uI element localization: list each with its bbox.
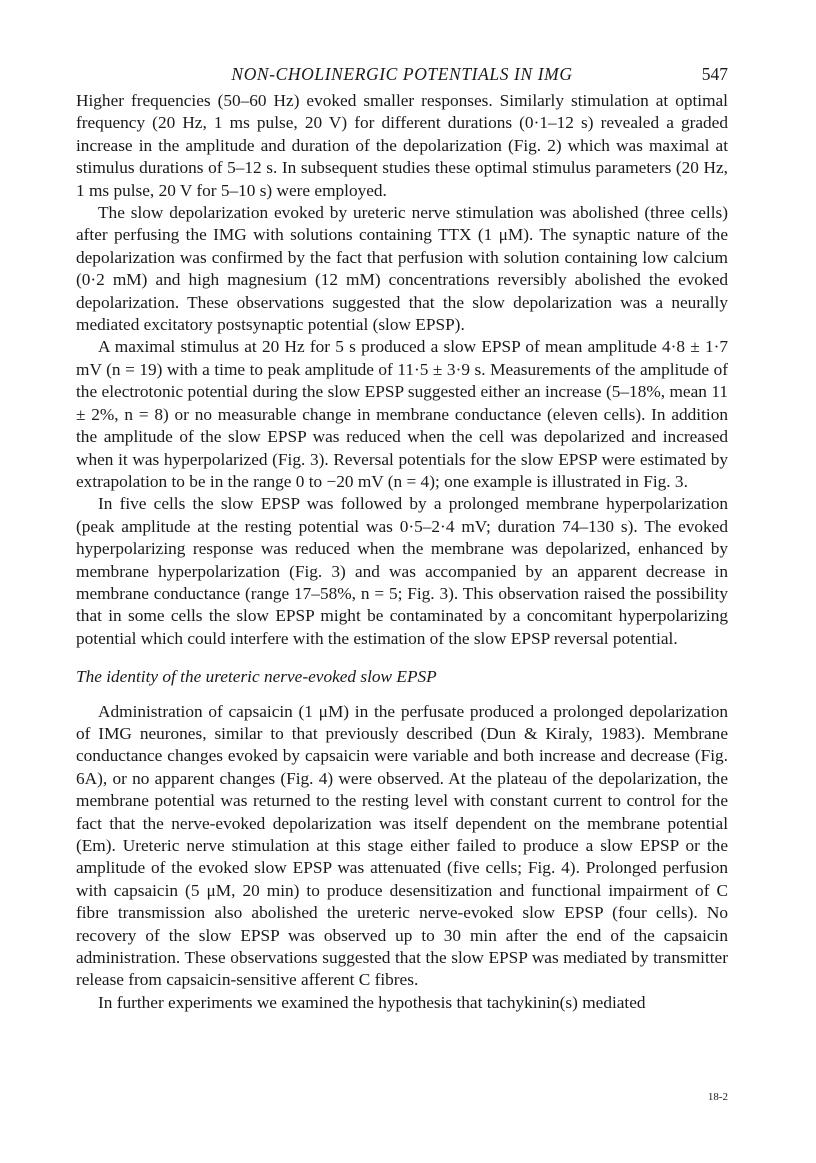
page-header [76, 64, 728, 90]
section-heading: The identity of the ureteric nerve-evoked slow EPSP [76, 667, 437, 687]
paragraph-capsaicin: Administration of capsaicin (1 μM) in the perfusate produced a prolonged depolarization of IMG neurones, similar to that previously described (Dun & Kiraly, 1983). Membrane conductance changes evoked by capsaicin were variable and both increase and decrease (Fig. 6A), or no apparent changes (Fig. 4) were observed. At the plateau of the depolarization, the membrane potential was returned to the resting level with constant current to control for the fact that the nerve-evoked depolarization was itself dependent on the membrane potential (Em). Ureteric nerve stimulation at this stage either failed to produce a slow EPSP or the amplitude of the evoked slow EPSP was attenuated (five cells; Fig. 4). Prolonged perfusion with capsaicin (5 μM, 20 min) to produce desensitization and functional impairment of C fibre transmission also abolished the ureteric nerve-evoked slow EPSP (four cells). No recovery of the slow EPSP was observed up to 30 min after the end of the capsaicin administration. These observations suggested that the slow EPSP was mediated by transmitter release from capsaicin-sensitive afferent C fibres. [76, 701, 728, 990]
running-title: NON-CHOLINERGIC POTENTIALS IN IMG [231, 64, 573, 84]
page-number: 547 [701, 64, 728, 84]
paragraph-slow-epsp-amplitude: A maximal stimulus at 20 Hz for 5 s produced a slow EPSP of mean amplitude 4·8 ± 1·7 mV (n = 19) with a time to peak amplitude of 11·5 ± 3·9 s. Measurements of the amplitude of the electrotonic potential during the slow EPSP suggested either an increase (5–18%, mean 11 ± 2%, n = 8) or no measurable change in membrane conductance (eleven cells). In addition the amplitude of the slow EPSP was reduced when the cell was depolarized and increased when it was hyperpolarized (Fig. 3). Reversal potentials for the slow EPSP were estimated by extrapolation to be in the range 0 to −20 mV (n = 4); one example is illustrated in Fig. 3. [76, 337, 728, 491]
journal-page [76, 64, 728, 1103]
paragraph-continuation: Higher frequencies (50–60 Hz) evoked smaller responses. Similarly stimulation at optimal frequency (20 Hz, 1 ms pulse, 20 V) for different durations (0·1–12 s) revealed a graded increase in the amplitude and duration of the depolarization (Fig. 2) which was maximal at stimulus durations of 5–12 s. In subsequent studies these optimal stimulus parameters (20 Hz, 1 ms pulse, 20 V for 5–10 s) were employed. [76, 91, 728, 200]
paragraph-tachykinin: In further experiments we examined the hypothesis that tachykinin(s) mediated [98, 992, 646, 1012]
paragraph-hyperpolarization: In five cells the slow EPSP was followed by a prolonged membrane hyperpolarization (peak amplitude at the resting potential was 0·5–2·4 mV; duration 74–130 s). The evoked hyperpolarizing response was reduced when the membrane was depolarized, enhanced by membrane hyperpolarization (Fig. 3) and was accompanied by an apparent decrease in membrane conductance (range 17–58%, n = 5; Fig. 3). This observation raised the possibility that in some cells the slow EPSP might be contaminated by a concomitant hyperpolarizing potential which could interfere with the estimation of the slow EPSP reversal potential. [76, 494, 728, 648]
paragraph-ttx: The slow depolarization evoked by ureteric nerve stimulation was abolished (three cells) after perfusing the IMG with solutions containing TTX (1 μM). The synaptic nature of the depolarization was confirmed by the fact that perfusion with solution containing low calcium (0·2 mM) and high magnesium (12 mM) concentrations reversibly abolished the evoked depolarization. These observations suggested that the slow depolarization was a neurally mediated excitatory postsynaptic potential (slow EPSP). [76, 203, 728, 335]
footer-signature-code: 18-2 [707, 1091, 728, 1103]
